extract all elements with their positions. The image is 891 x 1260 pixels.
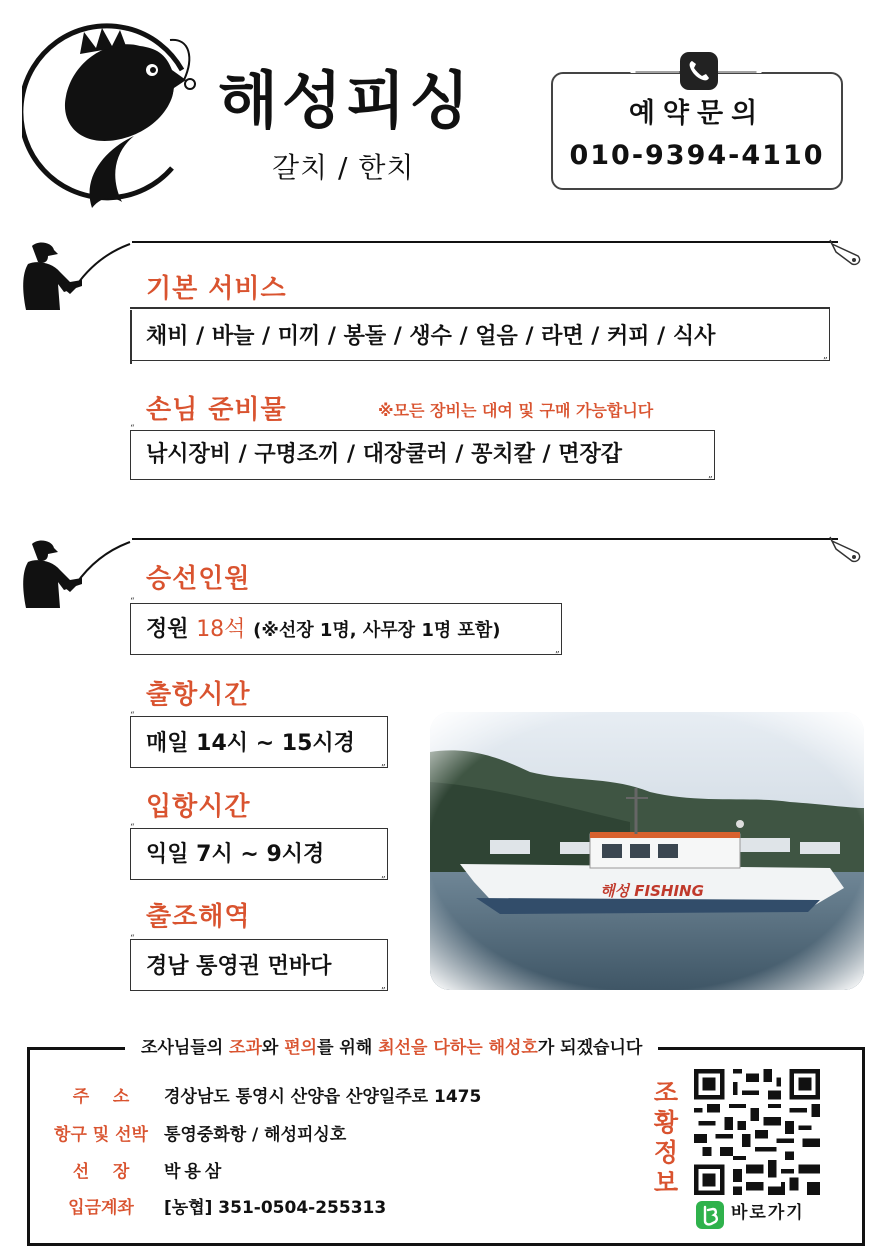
contact-label: 예약문의 xyxy=(628,98,766,129)
depart-title: 출항시간 xyxy=(146,680,251,710)
band-icon[interactable] xyxy=(696,1201,724,1229)
area-value: 경남 통영권 먼바다 xyxy=(146,954,332,979)
captain-label: 선 장 xyxy=(72,1162,130,1182)
quote-mark: ” xyxy=(555,651,560,661)
address-value: 경상남도 통영시 산양읍 산양일주로 1475 xyxy=(164,1087,482,1107)
prep-note: ※모든 장비는 대여 및 구매 가능합니다 xyxy=(378,401,654,420)
return-title: 입항시간 xyxy=(146,792,251,822)
lure-icon xyxy=(828,238,868,268)
go-link[interactable]: 바로가기 xyxy=(731,1203,805,1223)
slogan-text: 조사님들의 xyxy=(141,1038,230,1058)
captain-value: 박용삼 xyxy=(164,1162,226,1182)
boat-photo xyxy=(430,712,864,990)
quote-mark: “ xyxy=(130,424,135,434)
slogan-highlight: 조과 xyxy=(229,1038,262,1058)
frame-top xyxy=(130,307,830,309)
fish-report-label: 조 황 정 보 xyxy=(653,1078,679,1197)
depart-value: 매일 14시 ~ 15시경 xyxy=(146,731,355,756)
fisherman-icon xyxy=(18,538,136,622)
capacity-label: 정원 xyxy=(146,617,189,642)
slogan-text: 와 xyxy=(261,1038,285,1058)
port-value: 통영중화항 / 해성피싱호 xyxy=(164,1125,347,1145)
haesung-logo xyxy=(22,18,208,210)
quote-mark: “ xyxy=(130,823,135,833)
quote-mark: “ xyxy=(130,711,135,721)
qr-code[interactable] xyxy=(694,1069,820,1195)
phone-icon[interactable] xyxy=(680,52,718,90)
capacity-title: 승선인원 xyxy=(146,564,251,594)
basic-service-items: 채비 / 바늘 / 미끼 / 봉돌 / 생수 / 얼음 / 라면 / 커피 / 식사 xyxy=(146,324,716,349)
account-label: 입금계좌 xyxy=(68,1198,134,1218)
prep-items: 낚시장비 / 구명조끼 / 대장쿨러 / 꽁치칼 / 면장갑 xyxy=(146,442,622,467)
account-value: [농협] 351-0504-255313 xyxy=(164,1198,387,1218)
slogan-text: 가 되겠습니다 xyxy=(537,1038,643,1058)
frame-left xyxy=(130,310,132,364)
basic-service-title: 기본 서비스 xyxy=(146,274,287,304)
slogan-text: 를 위해 xyxy=(317,1038,379,1058)
capacity-value: 18석 xyxy=(196,617,246,642)
quote-mark: “ xyxy=(130,597,135,607)
section-rule xyxy=(132,241,838,243)
fisherman-icon xyxy=(18,240,136,324)
quote-mark: ” xyxy=(381,876,386,886)
area-title: 출조해역 xyxy=(146,902,251,932)
section-rule xyxy=(132,538,838,540)
lure-icon xyxy=(828,535,868,565)
quote-mark: ” xyxy=(823,357,828,367)
slogan-highlight: 편의 xyxy=(284,1038,318,1058)
contact-phone[interactable]: 010-9394-4110 xyxy=(569,140,825,171)
capacity-line xyxy=(146,619,501,641)
slogan xyxy=(125,1037,658,1059)
port-label: 항구 및 선박 xyxy=(54,1125,148,1145)
slogan-highlight: 최선을 다하는 해성호 xyxy=(378,1038,538,1058)
quote-mark: ” xyxy=(381,764,386,774)
quote-mark: “ xyxy=(130,934,135,944)
address-label: 주 소 xyxy=(72,1087,130,1107)
quote-mark: ” xyxy=(381,987,386,997)
prep-title: 손님 준비물 xyxy=(146,395,287,425)
quote-mark: ” xyxy=(708,476,713,486)
capacity-note: (※선장 1명, 사무장 1명 포함) xyxy=(253,620,501,641)
return-value: 익일 7시 ~ 9시경 xyxy=(146,842,325,867)
brand-subtitle: 갈치 / 한치 xyxy=(272,151,415,184)
brand-title: 해성피싱 xyxy=(218,64,474,137)
